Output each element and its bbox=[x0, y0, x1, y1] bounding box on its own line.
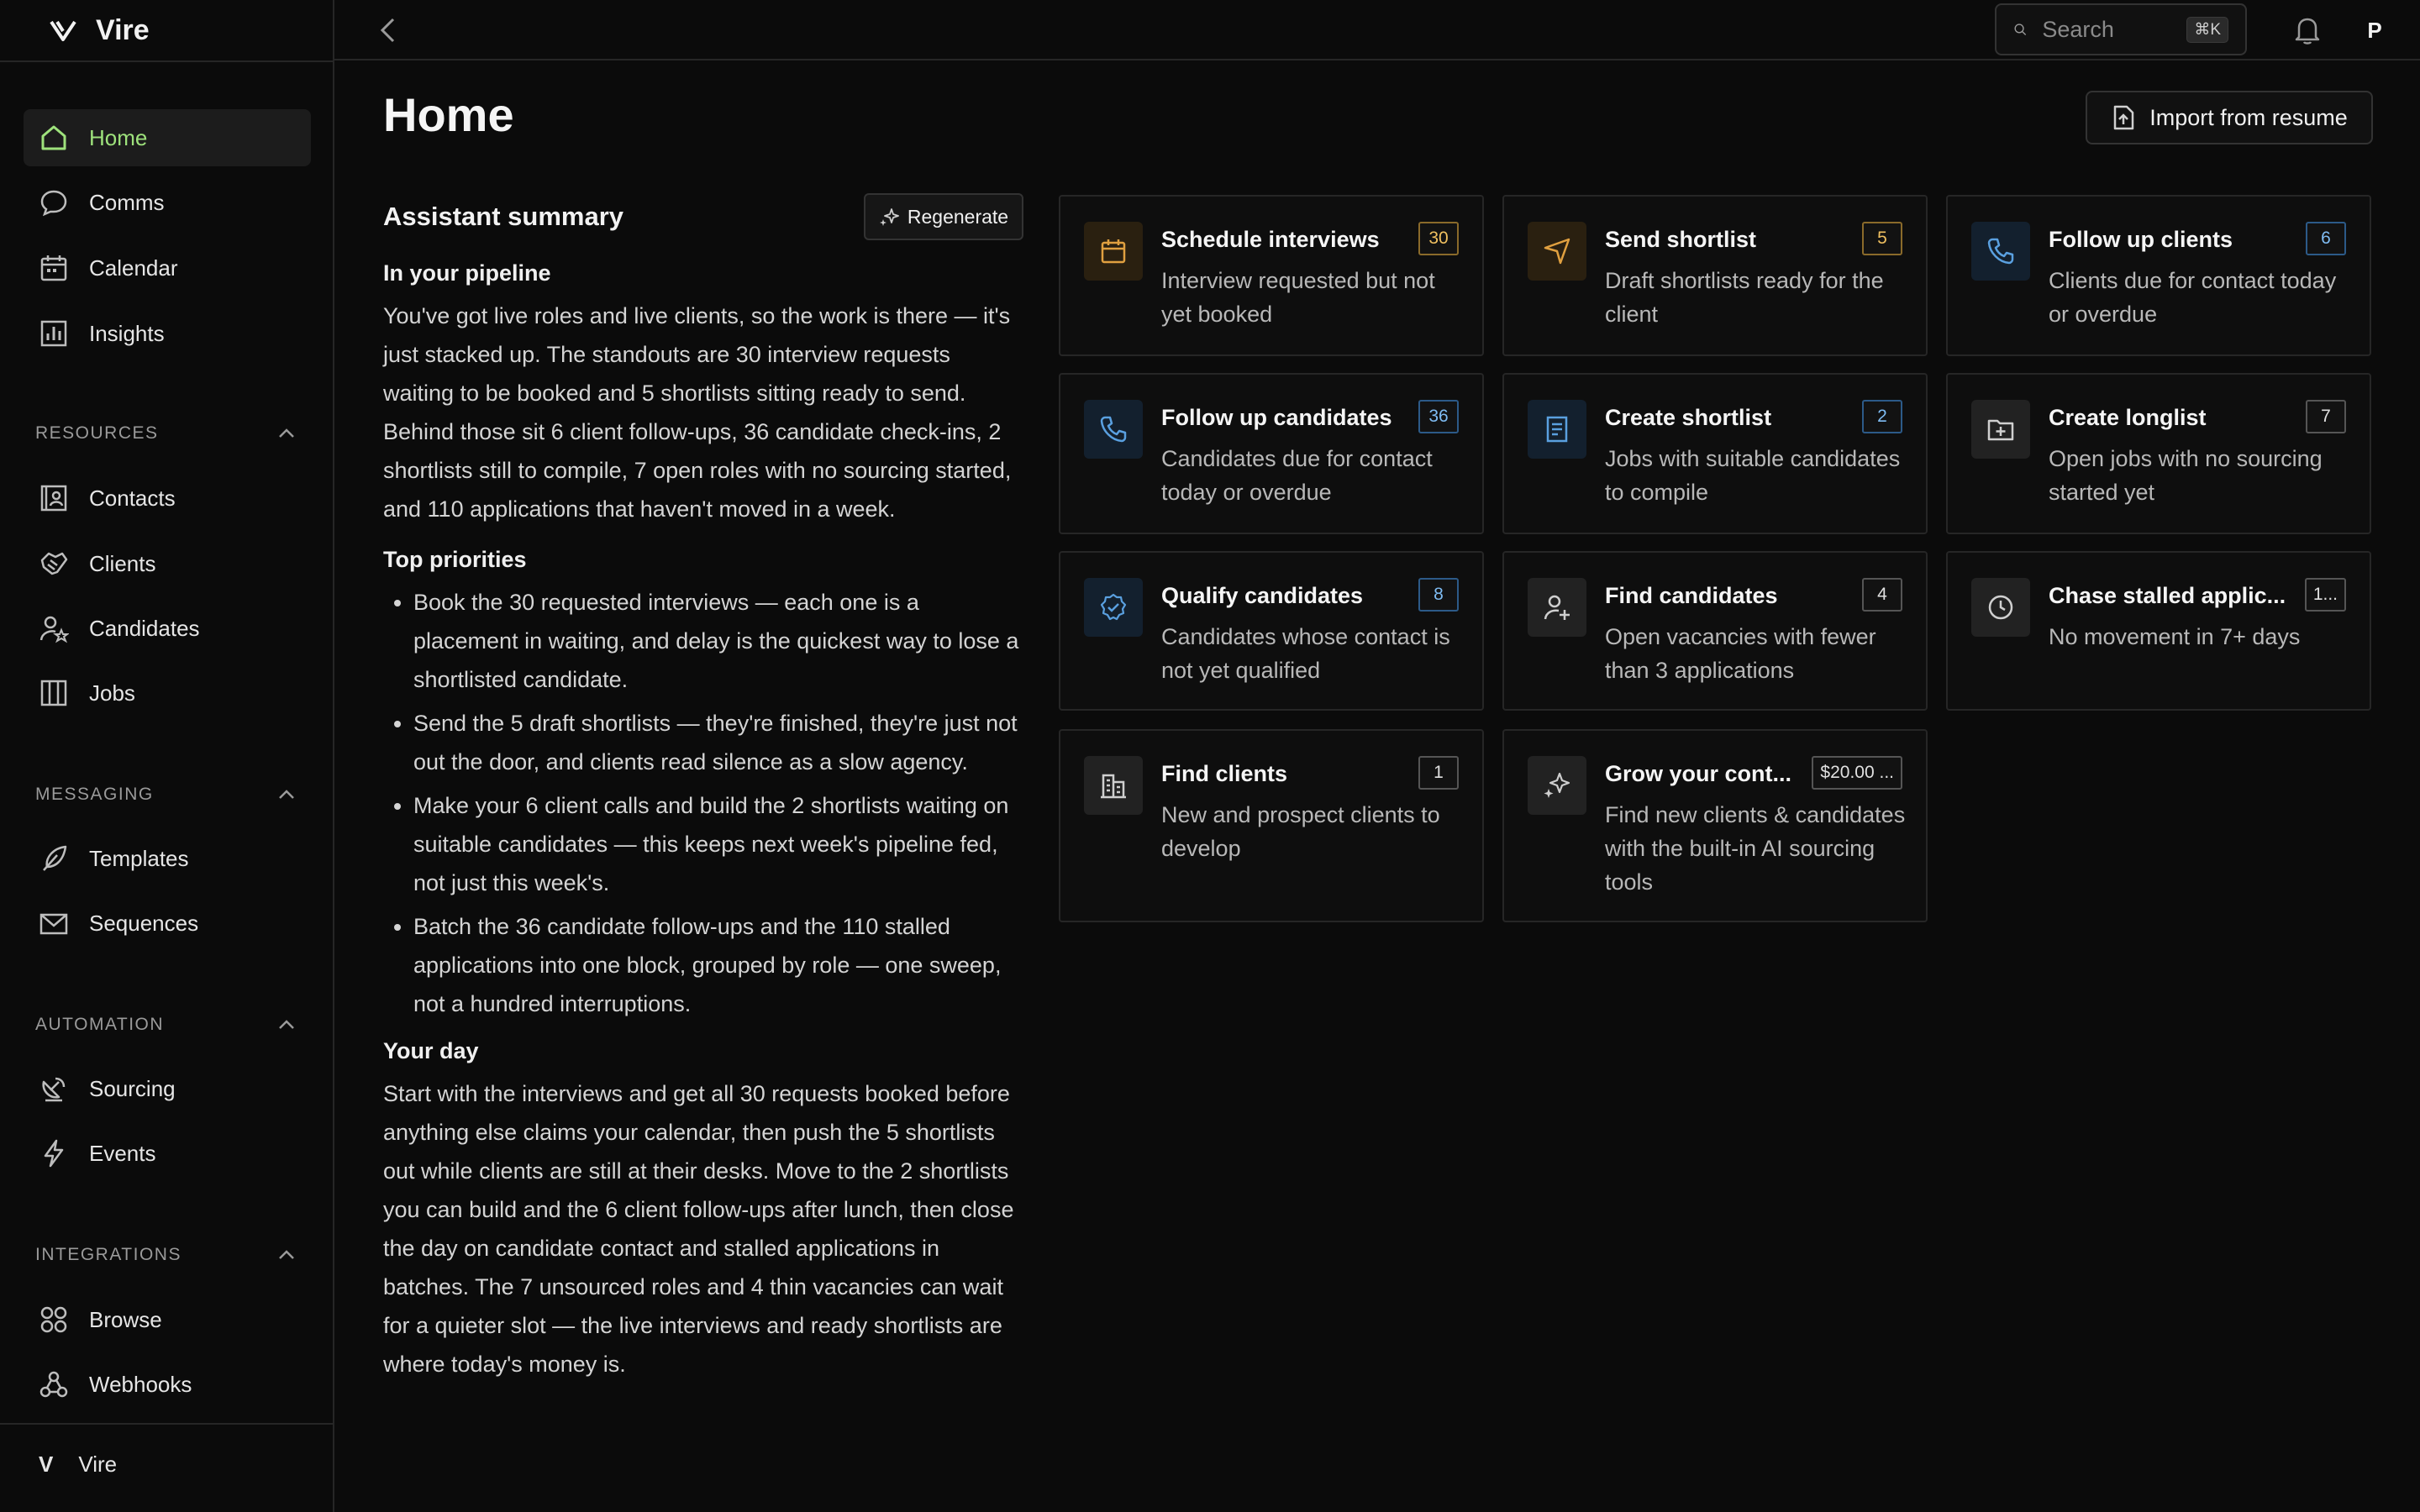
summary-title: Assistant summary bbox=[383, 202, 624, 231]
count-badge: 4 bbox=[1862, 578, 1902, 612]
card-description: New and prospect clients to develop bbox=[1161, 802, 1440, 861]
satellite-icon bbox=[37, 1072, 71, 1105]
vire-logo-icon bbox=[49, 18, 77, 42]
feather-icon bbox=[37, 842, 71, 875]
sidebar-item-label: Contacts bbox=[89, 485, 176, 511]
sidebar-item-label: Templates bbox=[89, 845, 189, 871]
check-badge-icon bbox=[1084, 578, 1143, 637]
count-badge: 8 bbox=[1418, 578, 1459, 612]
chevron-up-icon bbox=[277, 1019, 296, 1031]
card-description: Draft shortlists ready for the client bbox=[1605, 268, 1884, 327]
sidebar-item-jobs[interactable] bbox=[24, 664, 311, 722]
card-title: Find candidates bbox=[1605, 583, 1778, 608]
chevron-up-icon bbox=[277, 789, 296, 801]
divider bbox=[0, 60, 334, 62]
card-title: Follow up clients bbox=[2049, 227, 2233, 252]
sidebar-item-label: Sequences bbox=[89, 910, 199, 936]
count-badge: 6 bbox=[2306, 222, 2346, 255]
document-list-icon bbox=[1528, 400, 1586, 459]
list-item: • Book the 30 requested interviews — each one is a placement in waiting, and delay is the quickest way to lose a shortlisted candidate. bbox=[413, 583, 1023, 699]
contacts-icon bbox=[37, 481, 71, 515]
count-badge: 36 bbox=[1418, 400, 1459, 433]
back-button[interactable] bbox=[371, 13, 405, 47]
list-item: • Batch the 36 candidate follow-ups and the 110 stalled applications into one block, grouped by role — one sweep, not a hundred interruptions. bbox=[413, 907, 1023, 1023]
sparkles-icon bbox=[879, 207, 899, 227]
import-label: Import from resume bbox=[2149, 104, 2348, 130]
sidebar-item-sequences[interactable] bbox=[24, 895, 311, 952]
sidebar-item-label: Events bbox=[89, 1140, 156, 1166]
send-icon bbox=[1528, 222, 1586, 281]
sidebar-item-label: Comms bbox=[89, 189, 165, 215]
card-description: Candidates whose contact is not yet qualified bbox=[1161, 624, 1450, 683]
sparkles-icon bbox=[1528, 756, 1586, 815]
search-bar[interactable] bbox=[1995, 3, 2247, 55]
search-icon bbox=[2013, 17, 2027, 42]
card-create-longlist[interactable] bbox=[1946, 373, 2371, 534]
bell-icon bbox=[2293, 15, 2322, 45]
section-title: AUTOMATION bbox=[35, 1015, 165, 1034]
card-description: Find new clients & candidates with the built-in AI sourcing tools bbox=[1605, 802, 1906, 895]
shortcut-hint: ⌘K bbox=[2186, 17, 2228, 43]
card-qualify-candidates[interactable] bbox=[1059, 551, 1484, 711]
person-plus-icon bbox=[1528, 578, 1586, 637]
card-description: Jobs with suitable candidates to compile bbox=[1605, 446, 1901, 505]
search-input[interactable] bbox=[2040, 16, 2186, 44]
assistant-summary bbox=[383, 193, 1023, 1383]
card-create-shortlist[interactable] bbox=[1502, 373, 1928, 534]
card-description: Interview requested but not yet booked bbox=[1161, 268, 1435, 327]
sidebar-item-webhooks[interactable] bbox=[24, 1356, 311, 1413]
sidebar-item-label: Clients bbox=[89, 550, 156, 576]
building-icon bbox=[1084, 756, 1143, 815]
regenerate-button[interactable] bbox=[864, 193, 1023, 240]
sidebar-item-label: Calendar bbox=[89, 255, 178, 281]
card-title: Schedule interviews bbox=[1161, 227, 1380, 252]
chevron-up-icon bbox=[277, 1249, 296, 1261]
lightning-icon bbox=[37, 1137, 71, 1170]
pipeline-text: You've got live roles and live clients, so the work is there — it's just stacked up. The standouts are 30 interview requests waiting to be booked and 5 shortlists sitting ready to send. Behind those sit 6 client follow-ups, 36 candidate check-ins, 2 shortlists still to compile, 7 open roles with no sourcing started, and 110 applications that haven't moved in a week. bbox=[383, 303, 1012, 522]
card-title: Grow your cont... bbox=[1605, 761, 1792, 786]
avatar[interactable]: P bbox=[2367, 17, 2382, 43]
calendar-icon bbox=[1084, 222, 1143, 281]
card-description: Candidates due for contact today or overdue bbox=[1161, 446, 1433, 505]
envelope-icon bbox=[37, 906, 71, 940]
sidebar-item-label: Candidates bbox=[89, 615, 200, 641]
topbar bbox=[334, 0, 2420, 60]
folder-plus-icon bbox=[1971, 400, 2030, 459]
bar-chart-icon bbox=[37, 317, 71, 350]
card-follow-up-candidates[interactable] bbox=[1059, 373, 1484, 534]
card-description: Open vacancies with fewer than 3 applications bbox=[1605, 624, 1876, 683]
card-find-candidates[interactable] bbox=[1502, 551, 1928, 711]
count-badge: 30 bbox=[1418, 222, 1459, 255]
import-from-resume-button[interactable] bbox=[2086, 91, 2373, 144]
chevron-left-icon bbox=[378, 16, 398, 45]
brand-name: Vire bbox=[96, 13, 150, 46]
sidebar-item-templates[interactable] bbox=[24, 830, 311, 887]
card-follow-up-clients[interactable] bbox=[1946, 195, 2371, 356]
card-send-shortlist[interactable] bbox=[1502, 195, 1928, 356]
card-title: Create longlist bbox=[2049, 405, 2207, 430]
sidebar-item-candidates[interactable] bbox=[24, 600, 311, 657]
sidebar-item-insights[interactable] bbox=[24, 305, 311, 362]
list-item: • Make your 6 client calls and build the 2 shortlists waiting on suitable candidates — this keeps next week's pipeline fed, not just this week's. bbox=[413, 786, 1023, 902]
sidebar-item-label: Sourcing bbox=[89, 1075, 176, 1101]
section-title: MESSAGING bbox=[35, 785, 154, 804]
card-title: Create shortlist bbox=[1605, 405, 1772, 430]
sidebar-item-sourcing[interactable] bbox=[24, 1060, 311, 1117]
card-grow-your-contacts[interactable] bbox=[1502, 729, 1928, 922]
workspace-name: Vire bbox=[78, 1452, 118, 1477]
sidebar-item-label: Webhooks bbox=[89, 1371, 192, 1397]
section-title: INTEGRATIONS bbox=[35, 1245, 182, 1264]
section-automation-header[interactable] bbox=[35, 1012, 296, 1037]
sidebar-item-label: Jobs bbox=[89, 680, 135, 706]
card-title: Chase stalled applic... bbox=[2049, 583, 2286, 608]
handshake-icon bbox=[37, 547, 71, 580]
workspace-switcher[interactable] bbox=[39, 1452, 117, 1478]
count-badge: 1... bbox=[2305, 578, 2346, 612]
workspace-logo: V bbox=[39, 1452, 54, 1477]
sidebar-item-label: Insights bbox=[89, 320, 165, 346]
sidebar-item-calendar[interactable] bbox=[24, 239, 311, 297]
count-badge: 5 bbox=[1862, 222, 1902, 255]
notifications-button[interactable] bbox=[2289, 12, 2326, 49]
sidebar-item-label: Browse bbox=[89, 1306, 162, 1332]
columns-icon bbox=[37, 676, 71, 710]
list-item: • Send the 5 draft shortlists — they're finished, they're just not out the door, and clients read silence as a slow agency. bbox=[413, 704, 1023, 781]
section-title: RESOURCES bbox=[35, 423, 159, 443]
sidebar bbox=[0, 0, 334, 1512]
sidebar-item-comms[interactable] bbox=[24, 174, 311, 231]
grid-circles-icon bbox=[37, 1303, 71, 1336]
pipeline-heading: In your pipeline bbox=[383, 260, 551, 286]
divider bbox=[0, 1423, 334, 1425]
sidebar-item-events[interactable] bbox=[24, 1125, 311, 1182]
brand[interactable] bbox=[49, 12, 150, 49]
calendar-icon bbox=[37, 251, 71, 285]
sidebar-item-contacts[interactable] bbox=[24, 470, 311, 527]
price-badge: $20.00 ... bbox=[1812, 756, 1902, 790]
phone-icon bbox=[1971, 222, 2030, 281]
upload-file-icon bbox=[2111, 104, 2136, 131]
page-title: Home bbox=[383, 88, 514, 141]
phone-icon bbox=[1084, 400, 1143, 459]
card-chase-stalled-applications[interactable] bbox=[1946, 551, 2371, 711]
regenerate-label: Regenerate bbox=[907, 205, 1009, 228]
card-schedule-interviews[interactable] bbox=[1059, 195, 1484, 356]
card-description: Open jobs with no sourcing started yet bbox=[2049, 446, 2323, 505]
person-star-icon bbox=[37, 612, 71, 645]
day-text: Start with the interviews and get all 30 requests booked before anything else claims your calendar, then push the 5 shortlists out while clients are still at their desks. Move to the 2 shortlists you can build and the 6 client follow-ups after lunch, then close the day on candidate contact and stalled applications in batches. The 7 unsourced roles and 4 thin vacancies can wait for a quieter slot — the live interviews and ready shortlists are where today's money is. bbox=[383, 1081, 1014, 1377]
chat-bubble-icon bbox=[37, 186, 71, 219]
day-heading: Your day bbox=[383, 1038, 479, 1063]
clock-icon bbox=[1971, 578, 2030, 637]
sidebar-item-label: Home bbox=[89, 124, 148, 150]
section-messaging-header[interactable] bbox=[35, 782, 296, 807]
priorities-heading: Top priorities bbox=[383, 547, 527, 572]
card-title: Send shortlist bbox=[1605, 227, 1757, 252]
chevron-up-icon bbox=[277, 428, 296, 439]
priorities-list bbox=[383, 583, 1023, 1023]
card-title: Follow up candidates bbox=[1161, 405, 1392, 430]
home-icon bbox=[37, 121, 71, 155]
card-description: No movement in 7+ days bbox=[2049, 624, 2301, 649]
card-description: Clients due for contact today or overdue bbox=[2049, 268, 2337, 327]
count-badge: 2 bbox=[1862, 400, 1902, 433]
count-badge: 1 bbox=[1418, 756, 1459, 790]
section-resources-header[interactable] bbox=[35, 421, 296, 446]
count-badge: 7 bbox=[2306, 400, 2346, 433]
card-find-clients[interactable] bbox=[1059, 729, 1484, 922]
card-title: Qualify candidates bbox=[1161, 583, 1364, 608]
card-title: Find clients bbox=[1161, 761, 1288, 786]
sidebar-item-clients[interactable] bbox=[24, 535, 311, 592]
webhook-icon bbox=[37, 1368, 71, 1401]
sidebar-item-browse[interactable] bbox=[24, 1291, 311, 1348]
sidebar-item-home[interactable] bbox=[24, 109, 311, 166]
section-integrations-header[interactable] bbox=[35, 1242, 296, 1268]
